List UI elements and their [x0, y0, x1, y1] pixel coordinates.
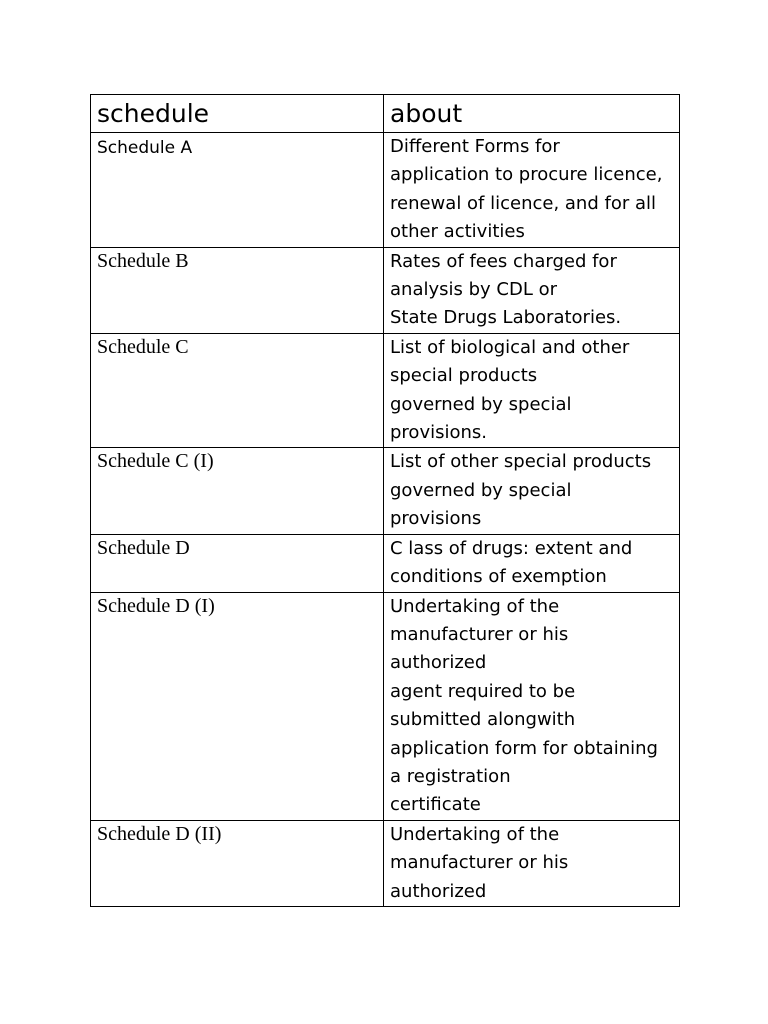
- about-line: Undertaking of the: [390, 823, 560, 845]
- about-line: provisions.: [390, 422, 487, 444]
- about-cell: [384, 133, 680, 248]
- about-cell: [384, 448, 680, 534]
- about-line: provisions: [390, 508, 482, 530]
- about-line: manufacturer or his: [390, 623, 569, 645]
- about-line: governed by special: [390, 479, 572, 501]
- about-line: Rates of fees charged for: [390, 250, 617, 272]
- about-line: List of other special products: [390, 451, 652, 473]
- schedule-cell: Schedule D (II): [91, 820, 384, 906]
- table-row: [91, 448, 680, 534]
- schedule-table: [90, 94, 680, 907]
- about-line: renewal of licence, and for all: [390, 192, 656, 214]
- about-line: State Drugs Laboratories.: [390, 307, 622, 329]
- schedule-cell: Schedule C: [91, 333, 384, 448]
- table-row: [91, 592, 680, 820]
- about-line: other activities: [390, 221, 525, 243]
- table-row: [91, 534, 680, 592]
- about-cell: [384, 820, 680, 906]
- about-line: application form for obtaining: [390, 737, 658, 759]
- about-line: manufacturer or his: [390, 852, 569, 874]
- about-line: analysis by CDL or: [390, 279, 557, 301]
- about-cell: [384, 247, 680, 333]
- schedule-cell: Schedule D (I): [91, 592, 384, 820]
- table-row: [91, 247, 680, 333]
- about-line: authorized: [390, 880, 487, 902]
- about-cell: [384, 333, 680, 448]
- schedule-cell: Schedule A: [91, 133, 384, 248]
- schedule-cell: Schedule C (I): [91, 448, 384, 534]
- about-line: C lass of drugs: extent and: [390, 537, 633, 559]
- about-line: agent required to be: [390, 680, 576, 702]
- table-header-row: [91, 95, 680, 133]
- about-line: List of biological and other: [390, 336, 630, 358]
- column-header-schedule: schedule: [91, 95, 384, 133]
- about-line: authorized: [390, 652, 487, 674]
- about-line: Undertaking of the: [390, 595, 560, 617]
- about-cell: [384, 534, 680, 592]
- about-line: certificate: [390, 794, 481, 816]
- table-body: [91, 133, 680, 907]
- table-row: [91, 133, 680, 248]
- column-header-about: about: [384, 95, 680, 133]
- about-line: submitted alongwith: [390, 709, 576, 731]
- about-line: Different Forms for: [390, 136, 560, 157]
- about-line: application to procure licence,: [390, 164, 663, 186]
- table-row: [91, 820, 680, 906]
- about-line: special products: [390, 365, 538, 387]
- schedule-cell: Schedule D: [91, 534, 384, 592]
- about-line: conditions of exemption: [390, 566, 607, 588]
- about-cell: [384, 592, 680, 820]
- about-line: governed by special: [390, 393, 572, 415]
- about-line: a registration: [390, 765, 511, 787]
- schedule-cell: Schedule B: [91, 247, 384, 333]
- table-row: [91, 333, 680, 448]
